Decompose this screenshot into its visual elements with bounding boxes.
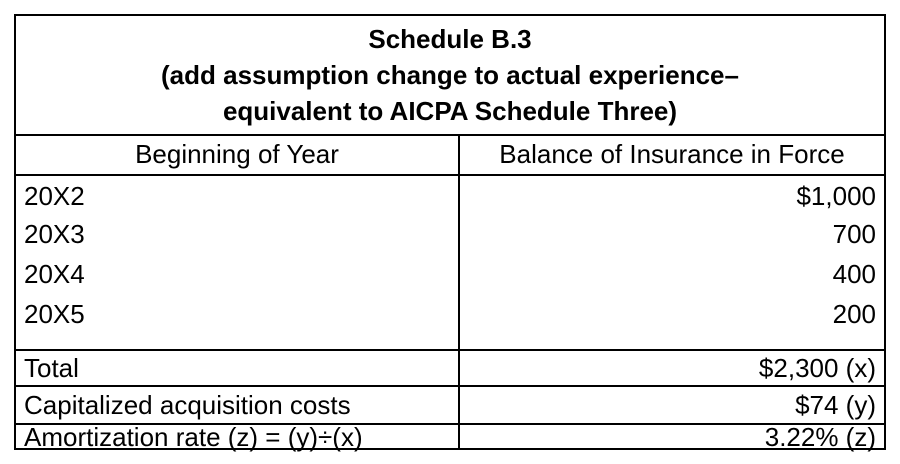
year-cell: 20X4 <box>24 259 85 289</box>
title-line-3: equivalent to AICPA Schedule Three) <box>222 96 678 126</box>
table-row <box>16 177 884 216</box>
schedule-table <box>14 14 886 450</box>
balance-cell: $1,000 <box>796 181 876 211</box>
table-row <box>16 255 884 294</box>
year-cell: 20X3 <box>24 219 85 249</box>
total-row <box>16 349 884 387</box>
capitalized-costs-value: $74 (y) <box>795 389 876 420</box>
total-value: $2,300 (x) <box>758 352 876 383</box>
table-header-row <box>16 134 884 176</box>
table-row <box>16 215 884 254</box>
balance-cell: 200 <box>832 299 876 329</box>
capitalized-costs-row <box>16 387 884 425</box>
balance-cell: 700 <box>832 219 876 249</box>
header-balance-in-force: Balance of Insurance in Force <box>499 138 845 169</box>
schedule-title <box>16 16 884 136</box>
amortization-rate-value: 3.22% (z) <box>764 422 876 452</box>
year-cell: 20X5 <box>24 299 85 329</box>
header-beginning-of-year: Beginning of Year <box>135 138 339 169</box>
amortization-rate-label: Amortization rate (z) = (y)÷(x) <box>24 422 363 452</box>
total-label: Total <box>24 352 79 383</box>
capitalized-costs-label: Capitalized acquisition costs <box>24 389 351 420</box>
balance-cell: 400 <box>832 259 876 289</box>
amortization-rate-row <box>16 422 884 452</box>
title-line-1: Schedule B.3 <box>368 24 532 54</box>
year-cell: 20X2 <box>24 181 85 211</box>
title-line-2: (add assumption change to actual experience– <box>161 60 739 90</box>
table-row <box>16 295 884 334</box>
